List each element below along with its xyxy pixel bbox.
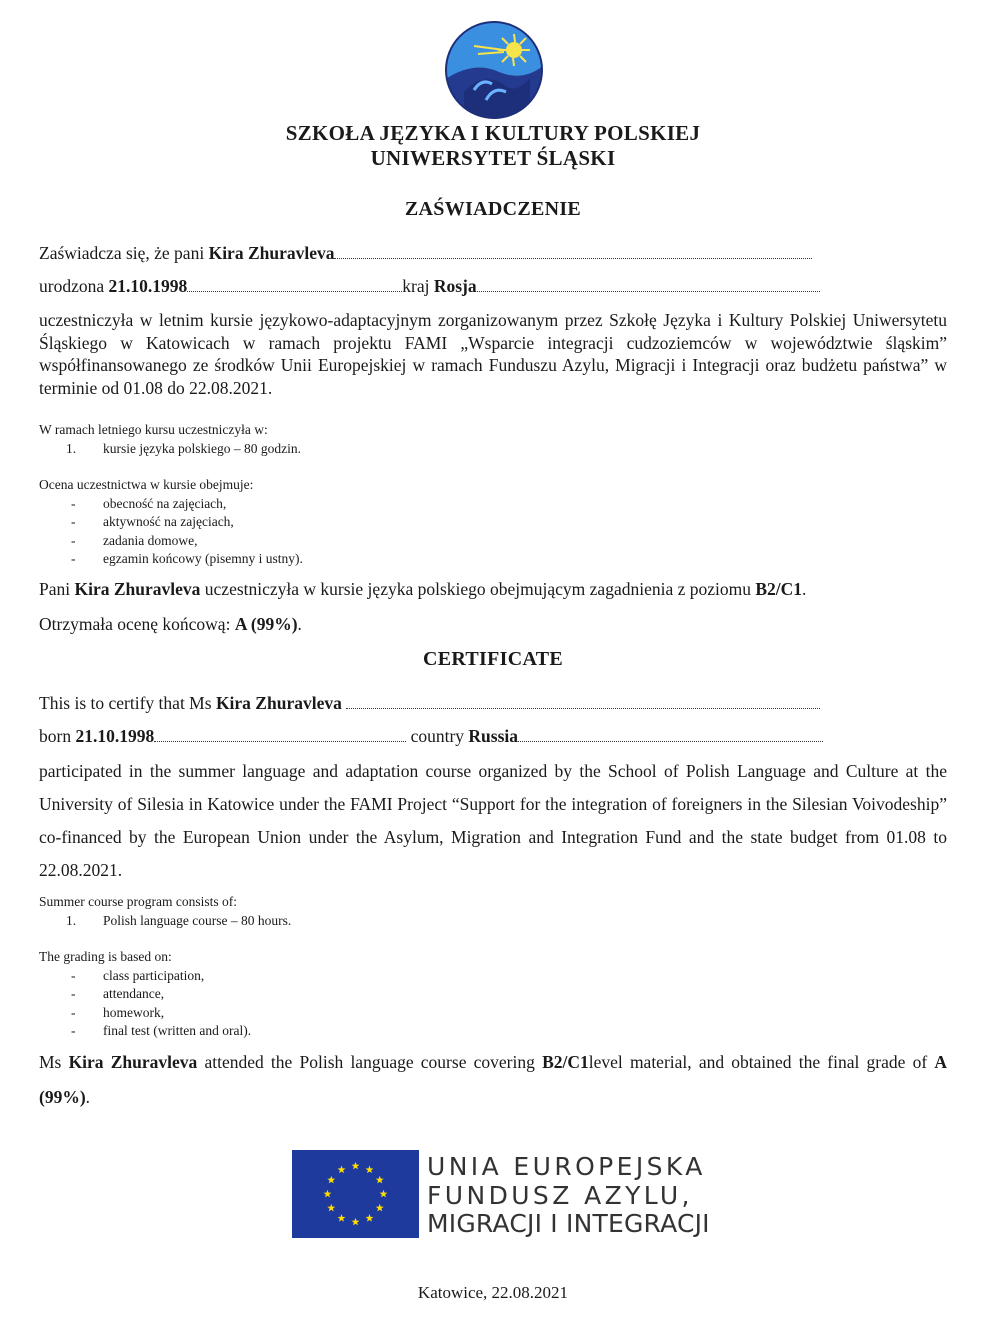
eu-star	[324, 1190, 332, 1198]
eu-stars-icon	[292, 1150, 419, 1238]
english-grading-heading: The grading is based on:	[39, 949, 172, 964]
polish-program	[39, 421, 301, 458]
polish-country-label: kraj	[402, 276, 434, 296]
list-item: - attendance,	[71, 986, 165, 1001]
list-item: 1. kursie języka polskiego – 80 godzin.	[66, 440, 301, 456]
eu-star	[352, 1218, 360, 1226]
polish-name: Kira Zhuravleva	[208, 243, 335, 263]
eu-text-line2: FUNDUSZ AZYLU,	[427, 1181, 693, 1210]
eu-star	[376, 1176, 384, 1184]
list-item: - final test (written and oral).	[71, 1023, 252, 1038]
english-level: B2/C1	[542, 1052, 589, 1072]
eu-star	[376, 1204, 384, 1212]
polish-final-name: Kira Zhuravleva	[74, 579, 201, 599]
list-item: 1. Polish language course – 80 hours.	[66, 912, 292, 928]
dotted-fill	[346, 694, 820, 709]
list-item: - obecność na zajęciach,	[71, 495, 227, 511]
institution-name: SZKOŁA JĘZYKA I KULTURY POLSKIEJ	[285, 121, 701, 145]
english-final-name: Kira Zhuravleva	[68, 1052, 198, 1072]
eu-flag	[292, 1150, 419, 1238]
place-date: Katowice, 22.08.2021	[417, 1283, 569, 1302]
eu-star	[327, 1176, 335, 1184]
polish-grading-heading: Ocena uczestnictwa w kursie obejmuje:	[39, 477, 254, 492]
eu-star	[352, 1162, 360, 1170]
eu-star	[380, 1190, 388, 1198]
english-birth-row	[39, 725, 823, 747]
dotted-fill	[518, 727, 823, 742]
polish-grading	[39, 476, 303, 569]
polish-title: ZAŚWIADCZENIE	[404, 198, 582, 220]
polish-birth-row	[39, 275, 820, 297]
polish-body: uczestniczyła w letnim kursie językowo-adaptacyjnym zorganizowanym przez Szkołę Języka i Kultury Polskiej Uniwersytetu Śląskiego w Katowicach w ramach projektu FAMI „Wsparcie integracji cudzoziemców w województwie śląskim” współfinansowanego ze środków Unii Europejskiej w ramach Funduszu Azylu, Migracji i Integracji oraz budżetu państwa” w terminie od 01.08 do 22.08.2021.	[39, 310, 947, 398]
english-grade: A (99%)	[39, 1052, 947, 1107]
polish-final-statement: Pani Kira Zhuravleva uczestniczyła w kursie języka polskiego obejmującym zagadnienia z poziomu B2/C1. Otrzymała ocenę końcową: A (99%).	[39, 579, 807, 634]
list-item: - class participation,	[71, 967, 205, 983]
english-program	[39, 893, 291, 930]
dotted-fill	[334, 244, 812, 259]
dotted-fill	[477, 277, 820, 292]
eu-star	[366, 1166, 374, 1174]
polish-level: B2/C1	[755, 579, 803, 599]
eu-star	[338, 1166, 346, 1174]
eu-star	[366, 1214, 374, 1222]
list-item: - egzamin końcowy (pisemny i ustny).	[71, 551, 303, 566]
list-item: - homework,	[71, 1004, 165, 1020]
polish-program-heading: W ramach letniego kursu uczestniczyła w:	[39, 422, 268, 437]
polish-line1-prefix: Zaświadcza się, że pani	[39, 243, 209, 263]
eu-star	[327, 1204, 335, 1212]
university-logo	[444, 20, 544, 120]
english-title: CERTIFICATE	[422, 648, 564, 670]
polish-birth-date: 21.10.1998	[108, 276, 188, 296]
english-country: Russia	[468, 726, 519, 746]
english-grading	[39, 948, 251, 1041]
english-name: Kira Zhuravleva	[215, 693, 342, 713]
university-name: UNIWERSYTET ŚLĄSKI	[370, 146, 616, 170]
dotted-fill	[154, 727, 406, 742]
english-program-heading: Summer course program consists of:	[39, 894, 237, 909]
english-body: participated in the summer language and adaptation course organized by the School of Polish Language and Culture at the University of Silesia in Katowice under the FAMI Project “Support for the integration of foreigners in the Silesian Voivodeship” co-financed by the European Union under the Asylum, Migration and Integration Fund and the state budget from 01.08 to 22.08.2021.	[39, 761, 947, 880]
eu-text-line3: MIGRACJI I INTEGRACJI	[427, 1209, 710, 1238]
english-country-label: country	[410, 726, 469, 746]
polish-born-label: urodzona	[39, 276, 109, 296]
english-final-statement: Ms Kira Zhuravleva attended the Polish language course covering B2/C1level material, and obtained the final grade of A (99%).	[39, 1052, 947, 1107]
list-item: - zadania domowe,	[71, 532, 198, 548]
list-item: - aktywność na zajęciach,	[71, 514, 234, 529]
polish-country: Rosja	[433, 276, 477, 296]
eu-star	[338, 1214, 346, 1222]
polish-grade: A (99%)	[234, 614, 298, 634]
eu-text-line1: UNIA EUROPEJSKA	[427, 1152, 706, 1181]
polish-name-row	[39, 242, 812, 264]
english-birth-date: 21.10.1998	[75, 726, 155, 746]
dotted-fill	[187, 277, 402, 292]
english-line1-prefix: This is to certify that Ms	[39, 693, 216, 713]
english-born-label: born	[39, 726, 76, 746]
english-name-row	[39, 692, 820, 714]
